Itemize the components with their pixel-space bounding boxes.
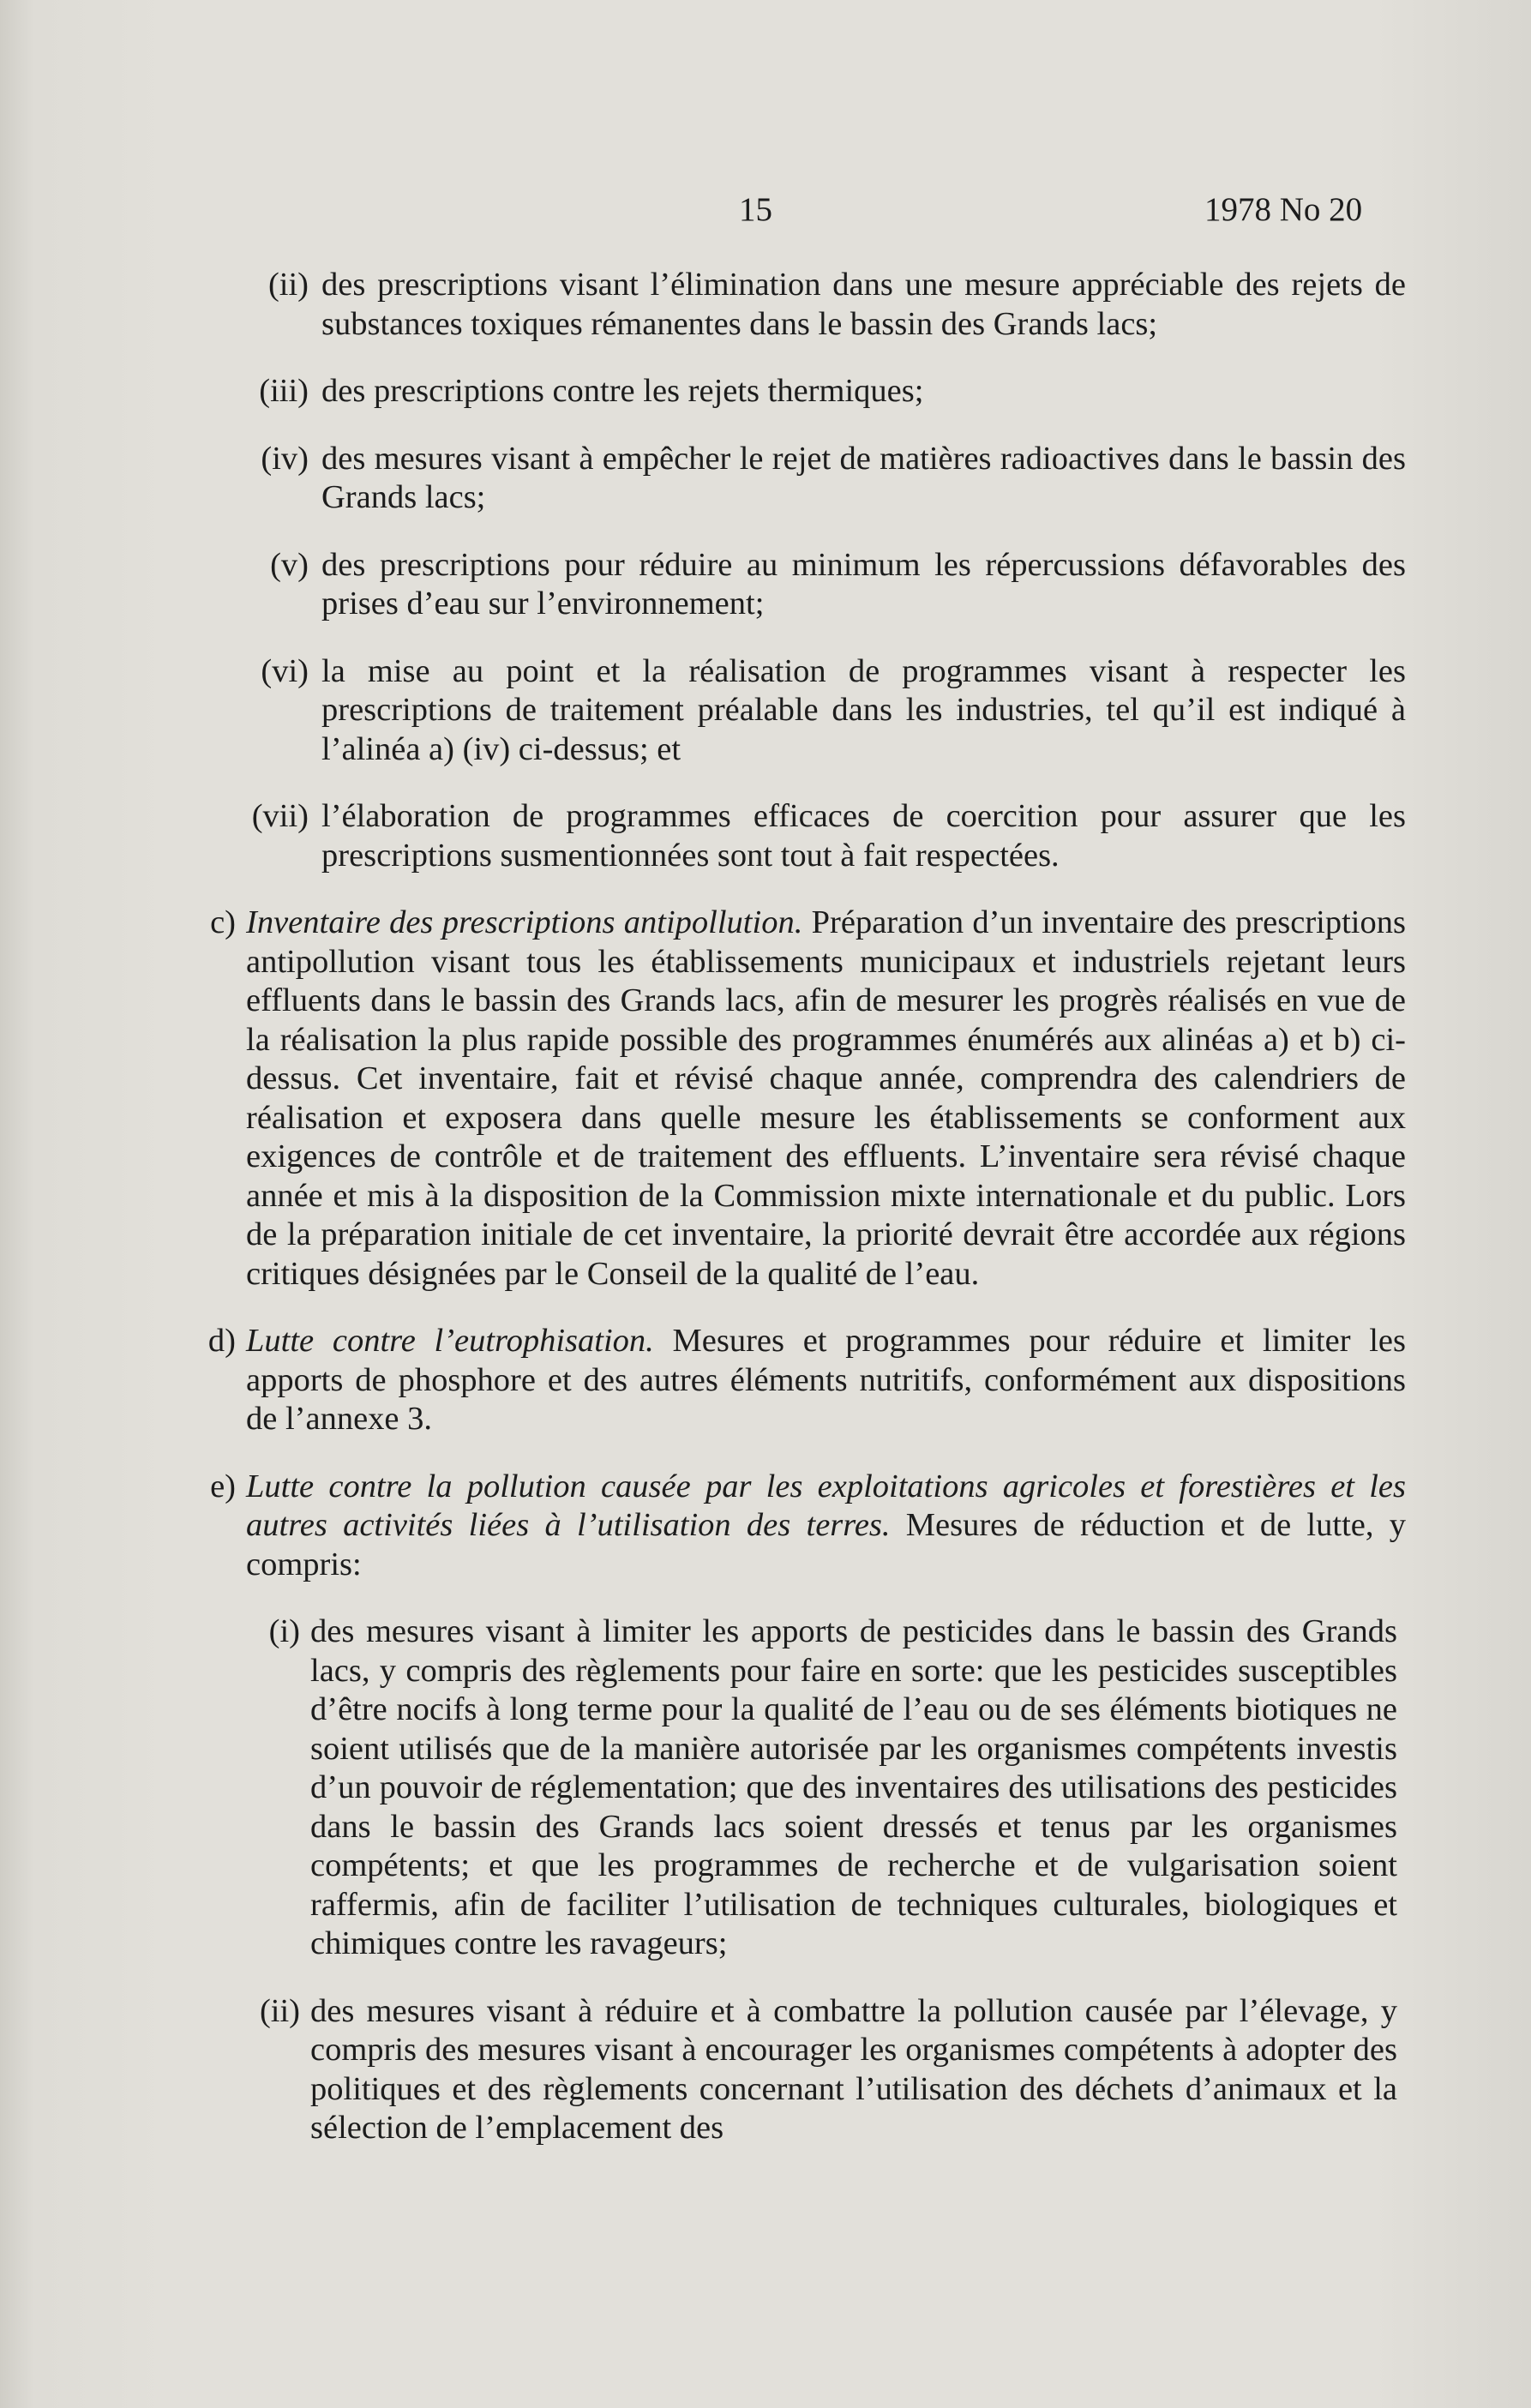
item-label: (iii) [259, 373, 309, 409]
subitem-iii [0, 372, 1531, 411]
paragraph-title: Lutte contre la pollution causée par les exploitations agricoles et forestières et les autres activités liées à l’utilisation des terres. [246, 1468, 1406, 1543]
item-text: la mise au point et la réalisation de programmes visant à respecter les prescriptions de traitement préalable dans les industries, tel qu’il est indiqué à l’alinéa a) (iv) ci-dessus; et [321, 652, 1406, 767]
item-text: des mesures visant à limiter les apports de pesticides dans le bassin des Grands lacs, y compris des règlements pour faire en sorte: que les pesticides susceptibles d’être nocifs à long terme pour la qualité de l’eau ou de ses éléments biotiques ne soient utilisés que de la manière autorisée par les organismes compétents investis d’un pouvoir de réglementation; que des inventaires des utilisations des pesticides dans le bassin des Grands lacs soient dressés et tenus par les organismes compétents; et que les programmes de recherche et de vulgarisation soient raffermis, afin de faciliter l’utilisation de techniques culturales, biologiques et chimiques contre les ravageurs; [310, 1613, 1397, 1961]
item-text: des mesures visant à réduire et à combattre la pollution causée par l’élevage, y compris des mesures visant à encourager les organismes compétents à adopter des politiques et des règlements concernant l’utilisation des déchets d’animaux et la sélection de l’emplacement des [310, 1992, 1397, 2146]
subitem-v [0, 546, 1531, 624]
paragraph-c [0, 904, 1531, 1294]
item-label: (vii) [251, 798, 309, 834]
item-label: e) [210, 1468, 236, 1504]
paragraph-title: Lutte contre l’eutrophisation. [246, 1323, 654, 1359]
item-label: (iv) [261, 440, 309, 477]
item-label: (vi) [261, 652, 309, 689]
item-text: l’élaboration de programmes efficaces de coercition pour assurer que les prescriptions susmentionnées sont tout à fait respectées. [321, 798, 1406, 874]
item-text: des prescriptions visant l’élimination dans une mesure appréciable des rejets de substances toxiques rémanentes dans le bassin des Grands lacs; [321, 267, 1406, 342]
subitem-vii [0, 797, 1531, 875]
item-text: des prescriptions contre les rejets thermiques; [321, 373, 924, 409]
page-header [0, 190, 1531, 233]
item-label: (ii) [267, 267, 309, 303]
paragraph-d [0, 1322, 1531, 1439]
item-text [246, 904, 1406, 1294]
statute-year-number: 1978 No 20 [1204, 191, 1363, 228]
subitem-iv [0, 440, 1531, 518]
paragraph-title: Inventaire des prescriptions antipollution. [246, 904, 803, 940]
subitem-e-i [0, 1612, 1531, 1964]
item-text: des prescriptions pour réduire au minimum les répercussions défavorables des prises d’eau sur l’environnement; [321, 546, 1406, 622]
subitem-vi [0, 652, 1531, 770]
item-text [246, 1468, 1406, 1585]
item-text [246, 1322, 1406, 1439]
item-label: (ii) [259, 1992, 300, 2029]
subitem-ii [0, 266, 1531, 344]
item-label: c) [210, 904, 236, 940]
paragraph-body: Préparation d’un inventaire des prescriptions antipollution visant tous les établissements municipaux et industriels rejetant leurs effluents dans le bassin des Grands lacs, afin de mesurer les progrès réalisés en vue de la réalisation la plus rapide possible des programmes énumérés aux alinéas a) et b) ci-dessus. Cet inventaire, fait et révisé chaque année, comprendra des calendriers de réalisation et exposera dans quelle mesure les établissements se conforment aux exigences de contrôle et de traitement des effluents. L’inventaire sera révisé chaque année et mis à la disposition de la Commission mixte internationale et du public. Lors de la préparation initiale de cet inventaire, la priorité devrait être accordée aux régions critiques désignées par le Conseil de la qualité de l’eau. [246, 904, 1406, 1292]
body-text [0, 266, 1531, 2177]
page-number: 15 [739, 191, 772, 228]
item-label: (i) [268, 1613, 300, 1649]
item-label: (v) [270, 546, 309, 583]
item-label: d) [207, 1323, 236, 1359]
paragraph-e [0, 1468, 1531, 1585]
subitem-e-ii [0, 1992, 1531, 2148]
paragraph-body: Mesures de réduction et de lutte, y compris: [246, 1507, 1406, 1582]
paragraph-body: Mesures et programmes pour réduire et limiter les apports de phosphore et des autres éléments nutritifs, conformément aux dispositions de l’annexe 3. [246, 1323, 1407, 1437]
item-text: des mesures visant à empêcher le rejet de matières radioactives dans le bassin des Grands lacs; [321, 440, 1406, 515]
